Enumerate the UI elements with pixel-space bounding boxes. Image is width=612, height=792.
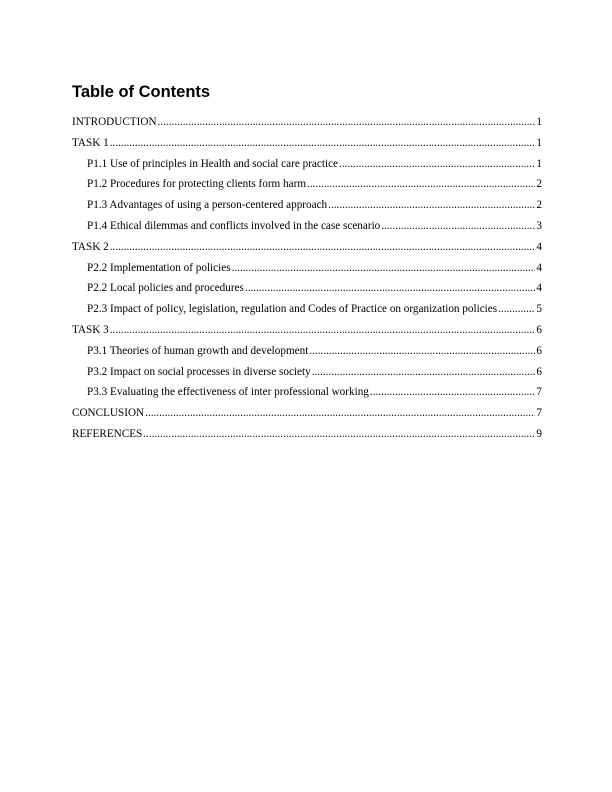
toc-entry-page: 2 [536,199,542,212]
toc-entry-text: P1.2 Procedures for protecting clients form harm [87,178,307,191]
toc-entry-text: P3.1 Theories of human growth and development [87,344,309,357]
toc-entry-p1-4[interactable] [72,220,542,241]
toc-entry-page: 1 [536,157,542,170]
toc-entry-conclusion[interactable] [72,407,542,428]
toc-entry-page: 7 [536,407,542,420]
dot-leader [381,220,535,232]
dot-leader [110,324,536,336]
dot-leader [339,158,535,170]
toc-entry-p2-2-local-policies[interactable] [72,282,542,303]
dot-leader [328,199,535,211]
toc-entry-p3-3[interactable] [72,386,542,407]
dot-leader [110,137,536,149]
dot-leader [232,262,536,274]
toc-entry-text: P2.2 Implementation of policies [87,261,231,274]
dot-leader [370,386,536,398]
toc-entry-task-1[interactable] [72,137,542,158]
toc-list [72,116,542,449]
toc-entry-page: 6 [536,344,542,357]
toc-entry-page: 1 [536,136,542,149]
toc-entry-introduction[interactable] [72,116,542,137]
toc-entry-p3-1[interactable] [72,345,542,366]
toc-entry-page: 1 [536,116,542,128]
toc-entry-page: 2 [536,178,542,191]
toc-entry-page: 6 [536,323,542,336]
toc-entry-text: P1.1 Use of principles in Health and social care practice [87,157,339,170]
toc-entry-text: P3.3 Evaluating the effectiveness of inter professional working [87,386,369,399]
toc-entry-text: P2.2 Local policies and procedures [87,282,244,295]
toc-entry-task-2[interactable] [72,241,542,262]
toc-title: Table of Contents [72,83,211,101]
dot-leader [312,366,536,378]
toc-entry-text: P1.3 Advantages of using a person-centered approach [87,199,328,212]
toc-entry-page: 4 [536,282,542,295]
dot-leader [110,241,536,253]
toc-entry-text: P3.2 Impact on social processes in diverse society [87,365,311,378]
toc-entry-page: 5 [536,303,542,316]
dot-leader [158,116,536,128]
toc-entry-page: 4 [536,261,542,274]
toc-entry-text: TASK 3 [72,323,109,336]
toc-entry-page: 4 [536,240,542,253]
toc-entry-page: 7 [536,386,542,399]
toc-entry-p2-3[interactable] [72,303,542,324]
toc-entry-text: CONCLUSION [72,407,145,420]
toc-entry-text: P2.3 Impact of policy, legislation, regulation and Codes of Practice on organization policies [87,303,498,316]
toc-entry-references[interactable] [72,428,542,449]
dot-leader [309,345,535,357]
dot-leader [245,282,536,294]
toc-entry-p1-2[interactable] [72,178,542,199]
toc-entry-text: TASK 2 [72,240,109,253]
toc-entry-p2-2-implementation[interactable] [72,262,542,283]
toc-entry-p1-3[interactable] [72,199,542,220]
toc-entry-p3-2[interactable] [72,366,542,387]
toc-entry-page: 9 [536,427,542,440]
dot-leader [143,428,535,440]
dot-leader [145,407,535,419]
dot-leader [498,303,535,315]
toc-entry-p1-1[interactable] [72,158,542,179]
toc-entry-text: P1.4 Ethical dilemmas and conflicts involved in the case scenario [87,219,381,232]
toc-entry-page: 6 [536,365,542,378]
toc-entry-text: TASK 1 [72,136,109,149]
toc-entry-page: 3 [536,219,542,232]
dot-leader [307,178,535,190]
toc-entry-text: INTRODUCTION [72,116,157,128]
toc-entry-task-3[interactable] [72,324,542,345]
toc-entry-text: REFERENCES [72,427,143,440]
